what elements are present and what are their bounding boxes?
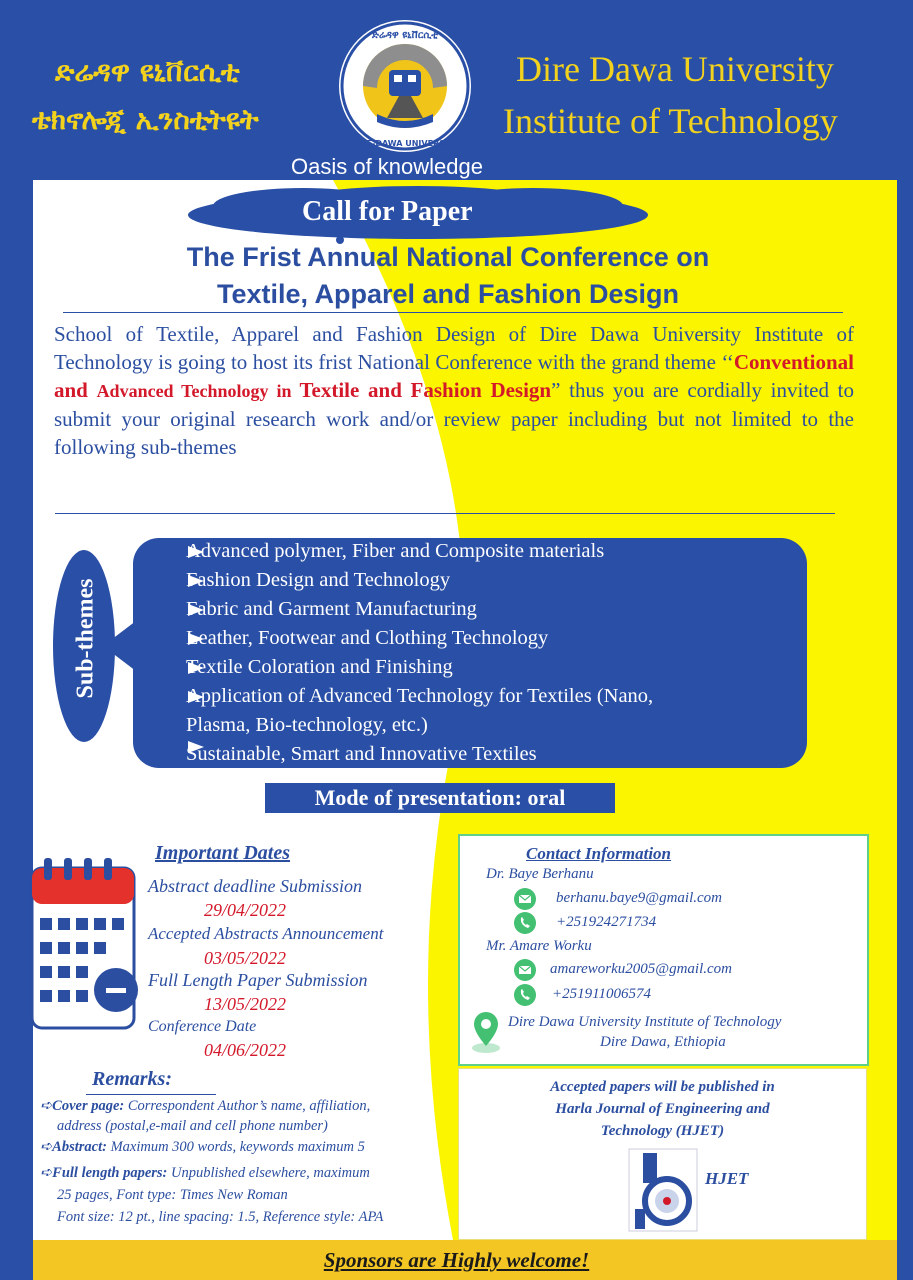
contact-phone-1[interactable]: +251924271734 — [556, 914, 657, 930]
theme-part-a: Conventional and — [54, 350, 854, 402]
remark-full-line3: Font size: 12 pt., line spacing: 1.5, Reference style: APA — [57, 1209, 384, 1225]
contact-name-1: Dr. Baye Berhanu — [486, 866, 594, 882]
hand-pointer-icon: ➪ — [40, 1165, 53, 1181]
subtheme-item: Advanced polymer, Fiber and Composite materials — [186, 540, 605, 562]
contact-title: Contact Information — [526, 844, 672, 863]
conference-title-line2: Textile, Apparel and Fashion Design — [216, 279, 680, 309]
remark-full-text: Unpublished elsewhere, maximum — [167, 1165, 370, 1181]
calendar-icon — [28, 852, 140, 1032]
publication-line3: Technology (HJET) — [600, 1123, 725, 1139]
date-label: Full Length Paper Submission — [148, 970, 368, 990]
subtheme-item: Textile Coloration and Finishing — [186, 656, 453, 678]
remark-cover-line2: address (postal,e-mail and cell phone number) — [57, 1118, 328, 1134]
email-icon — [514, 888, 536, 910]
remarks-title: Remarks: — [92, 1068, 172, 1090]
subtheme-item: Plasma, Bio-technology, etc.) — [186, 714, 428, 736]
remark-cover — [40, 1098, 370, 1115]
theme-part-b: Advanced Technology in — [96, 381, 300, 401]
remark-cover-label: Cover page: — [52, 1098, 125, 1114]
date-label: Abstract deadline Submission — [148, 876, 362, 896]
subthemes-label: Sub-themes — [72, 578, 99, 699]
phone-icon — [514, 984, 536, 1006]
publication-line2: Harla Journal of Engineering and — [555, 1101, 770, 1117]
theme-part-c: Textile and Fashion Design — [299, 378, 552, 402]
remark-full-length — [40, 1165, 370, 1182]
logo-top-text: ድሬዳዋ ዩኒቨርሲቲ — [372, 30, 438, 41]
footer-sponsors: Sponsors are Highly welcome! — [323, 1248, 590, 1272]
date-value: 13/05/2022 — [204, 994, 287, 1014]
location-line2: Dire Dawa, Ethiopia — [600, 1034, 726, 1050]
logo-bottom-text: DIRE-DAWA UNIVERSITY — [350, 139, 460, 148]
remark-full-label: Full length papers: — [52, 1165, 168, 1181]
intro-divider — [55, 513, 835, 514]
date-label: Conference Date — [148, 1018, 257, 1035]
conference-title-line1: The Frist Annual National Conference on — [186, 242, 710, 272]
date-value: 29/04/2022 — [204, 900, 287, 920]
hand-pointer-icon: ➪ — [40, 1098, 53, 1114]
remark-abstract-text: Maximum 300 words, keywords maximum 5 — [106, 1139, 365, 1155]
location-pin-icon — [468, 1010, 504, 1054]
location-line1: Dire Dawa University Institute of Technology — [508, 1014, 782, 1030]
amharic-name-line2: ቴክኖሎጂ ኢንስቲትዩት — [32, 103, 259, 136]
important-dates-title: Important Dates — [155, 842, 291, 864]
contact-email-1[interactable]: berhanu.baye9@gmail.com — [556, 890, 722, 906]
hjet-label: HJET — [705, 1169, 749, 1188]
remark-abstract — [40, 1139, 365, 1156]
subtheme-item: Leather, Footwear and Clothing Technology — [186, 627, 549, 649]
remark-abstract-label: Abstract: — [52, 1139, 107, 1155]
subtheme-item: Application of Advanced Technology for Textiles (Nano, — [186, 685, 654, 707]
date-value: 04/06/2022 — [204, 1040, 287, 1060]
email-icon — [514, 959, 536, 981]
intro-paragraph — [54, 320, 854, 461]
title-divider — [63, 312, 843, 313]
contact-phone-2[interactable]: +251911006574 — [552, 986, 652, 1002]
university-logo — [337, 18, 473, 154]
hand-pointer-icon: ➪ — [40, 1139, 53, 1155]
contact-box — [458, 834, 869, 1066]
date-value: 03/05/2022 — [204, 948, 287, 968]
hjet-logo-icon — [627, 1147, 699, 1233]
subtheme-item: Fabric and Garment Manufacturing — [186, 598, 477, 620]
intro-text-1: School of Textile, Apparel and Fashion Design of Dire Dawa University Institute of Technology is going to host its frist National Conference with the grand theme ‘‘ — [54, 322, 854, 374]
contact-name-2: Mr. Amare Worku — [486, 938, 592, 954]
publication-box — [458, 1068, 867, 1240]
intro-text-2: ” thus you are cordially invited to submit your original research work and/or review paper including but not limited to the following sub-themes — [54, 378, 855, 459]
publication-line1: Accepted papers will be published in — [550, 1079, 775, 1095]
subtheme-item: Fashion Design and Technology — [186, 569, 451, 591]
remarks-underline — [86, 1094, 216, 1095]
date-label: Accepted Abstracts Announcement — [148, 924, 384, 943]
amharic-name-line1: ድሬዳዋ ዩኒቨርሲቲ — [55, 55, 240, 88]
contact-email-2[interactable]: amareworku2005@gmail.com — [550, 961, 732, 977]
slogan: Oasis of knowledge — [291, 154, 483, 179]
remark-cover-text: Correspondent Author’s name, affiliation, — [124, 1098, 371, 1114]
call-for-paper-label: Call for Paper — [302, 196, 473, 227]
subtheme-item: Sustainable, Smart and Innovative Textiles — [186, 743, 537, 765]
phone-icon — [514, 912, 536, 934]
remark-full-line2: 25 pages, Font type: Times New Roman — [57, 1187, 288, 1203]
mode-of-presentation: Mode of presentation: oral — [265, 783, 615, 813]
institute-name: Institute of Technology — [503, 101, 838, 141]
university-name: Dire Dawa University — [516, 49, 834, 89]
